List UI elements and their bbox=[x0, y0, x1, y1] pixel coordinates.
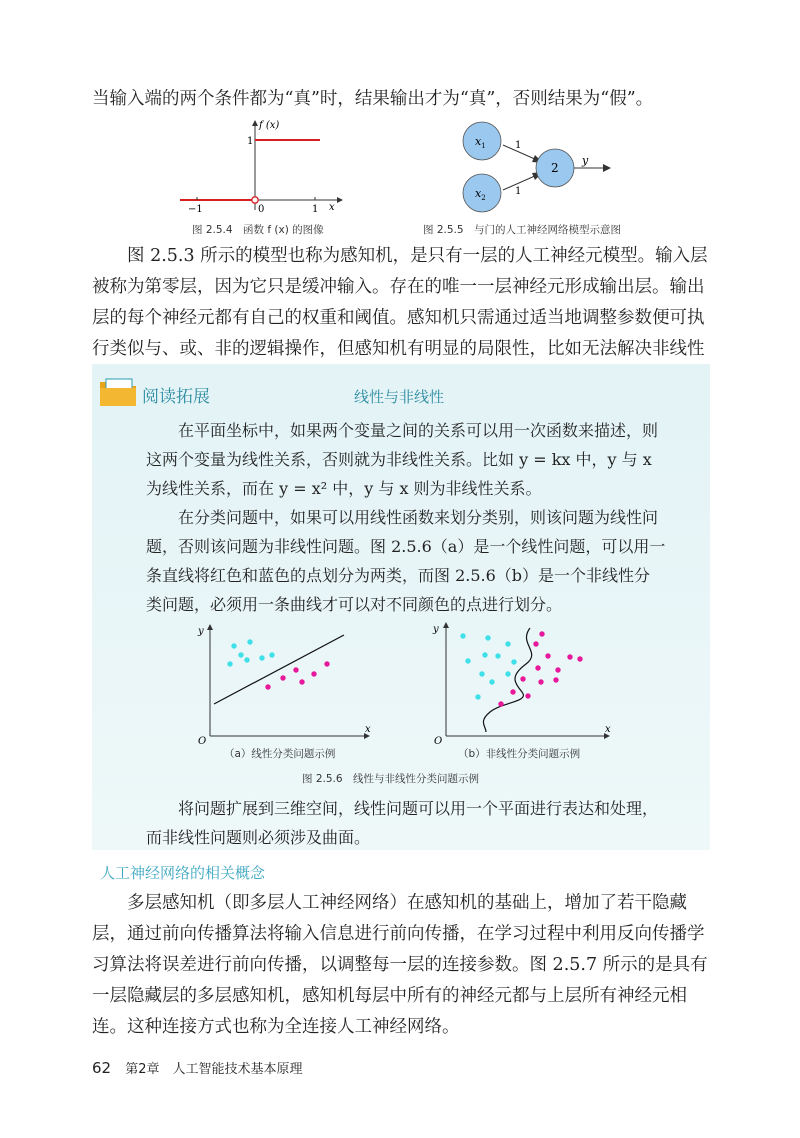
box-paragraph-2: 在分类问题中，如果可以用线性函数来划分类别，则该问题为线性问题，否则该问题为非线性问题。图 2.5.6（a）是一个线性问题，可以用一条直线将红色和蓝色的点划分为两类，而图 2.5.6（b）是一个非线性分类问题，必须用一条曲线才可以对不同颜色的点进行划分。 bbox=[146, 508, 666, 614]
fig-a-caption: （a）线性分类问题示例 bbox=[224, 748, 336, 760]
section-heading: 人工神经网络的相关概念 bbox=[100, 864, 266, 882]
x-tick-1: 1 bbox=[312, 204, 319, 215]
mlp-paragraph: 多层感知机（即多层人工神经网络）在感知机的基础上，增加了若干隐藏层，通过前向传播算法将输入信息进行前向传播，在学习过程中利用反向传播学习算法将误差进行前向传播，以调整每一层的连接参数。图 2.5.7 所示的是具有一层隐藏层的多层感知机，感知机每层中所有的神经元都与上层所有神经元相连。这种连接方式也称为全连接人工神经网络。 bbox=[92, 893, 708, 1037]
magenta-point bbox=[567, 654, 572, 659]
magenta-point bbox=[555, 667, 560, 672]
linear-classification-figure bbox=[192, 622, 382, 744]
magenta-points bbox=[498, 631, 582, 706]
cyan-points bbox=[460, 633, 516, 699]
magenta-point bbox=[311, 671, 316, 676]
magenta-point bbox=[520, 676, 525, 681]
page-footer bbox=[92, 1058, 303, 1077]
magenta-point bbox=[553, 677, 558, 682]
cyan-point bbox=[489, 679, 494, 684]
magenta-point bbox=[533, 641, 538, 646]
reading-extension-box bbox=[92, 364, 710, 850]
perceptron-paragraph: 图 2.5.3 所示的模型也称为感知机，是只有一层的人工神经元模型。输入层被称为第零层，因为它只是缓冲输入。存在的唯一一层神经元形成输出层。输出层的每个神经元都有自己的权重和阈值。感知机只需通过适当地调整参数便可执行类似与、或、非的逻辑操作，但感知机有明显的局限性，比如无法解决非线性 bbox=[92, 246, 708, 359]
cyan-point bbox=[244, 657, 249, 662]
magenta-point bbox=[280, 675, 285, 680]
fig-2-5-5-caption: 图 2.5.5 与门的人工神经网络模型示意图 bbox=[423, 224, 622, 236]
magenta-point bbox=[293, 667, 298, 672]
y-axis-label: f (x) bbox=[259, 120, 280, 131]
fig-2-5-4-caption: 图 2.5.4 函数 f (x) 的图像 bbox=[192, 224, 324, 236]
folder-icon bbox=[98, 376, 138, 408]
cyan-point bbox=[485, 635, 490, 640]
output-label: y bbox=[582, 154, 589, 167]
cyan-point bbox=[505, 671, 510, 676]
magenta-point bbox=[324, 661, 329, 666]
output-arrow bbox=[603, 164, 611, 172]
step-function-figure bbox=[175, 118, 345, 216]
magenta-point bbox=[525, 693, 530, 698]
input-node-x2 bbox=[463, 174, 501, 212]
x-axis-label: x bbox=[329, 202, 335, 213]
cyan-point bbox=[479, 671, 484, 676]
y-axis-arrow bbox=[252, 120, 258, 126]
magenta-point bbox=[535, 665, 540, 670]
y-tick-1: 1 bbox=[247, 136, 254, 147]
cyan-point bbox=[460, 633, 465, 638]
axis-y-arrow bbox=[207, 624, 213, 630]
x2-label: $x_2$ bbox=[475, 187, 486, 202]
origin-label: O bbox=[198, 736, 207, 744]
magenta-point bbox=[299, 679, 304, 684]
cyan-point bbox=[482, 652, 487, 657]
chapter-title: 第2章 人工智能技术基本原理 bbox=[125, 1062, 303, 1077]
input-node-x1 bbox=[463, 122, 501, 160]
cyan-point bbox=[465, 658, 470, 663]
axis-x-label: x bbox=[605, 724, 611, 735]
x-tick-0: 0 bbox=[258, 204, 265, 215]
x-axis-arrow bbox=[337, 197, 343, 203]
axis-y-label: y bbox=[198, 626, 204, 637]
axis-x-label: x bbox=[365, 724, 371, 735]
x-tick-neg1: −1 bbox=[188, 204, 203, 215]
magenta-points bbox=[265, 661, 329, 689]
nonlinear-classification-figure bbox=[430, 622, 630, 744]
cyan-point bbox=[227, 661, 232, 666]
cyan-point bbox=[269, 652, 274, 657]
and-gate-network-figure bbox=[455, 118, 625, 218]
axis-y-label: y bbox=[433, 624, 439, 635]
cyan-point bbox=[495, 653, 500, 658]
magenta-point bbox=[577, 656, 582, 661]
box-paragraph-3: 将问题扩展到三维空间，线性问题可以用一个平面进行表达和处理，而非线性问题则必须涉及曲面。 bbox=[146, 799, 659, 847]
neuron-label: 2 bbox=[551, 161, 559, 175]
cyan-point bbox=[505, 641, 510, 646]
box-paragraph-1: 在平面坐标中，如果两个变量之间的关系可以用一次函数来描述，则这两个变量为线性关系，否则就为非线性关系。比如 y = kx 中，y 与 x 为线性关系，而在 y = x² 中，y 与 x 则为非线性关系。 bbox=[146, 421, 659, 498]
magenta-point bbox=[498, 701, 503, 706]
magenta-point bbox=[265, 684, 270, 689]
box-title: 线性与非线性 bbox=[354, 388, 445, 406]
cyan-point bbox=[238, 652, 243, 657]
cyan-point bbox=[475, 694, 480, 699]
cyan-point bbox=[259, 655, 264, 660]
open-circle-origin bbox=[252, 197, 258, 203]
axis-y-arrow bbox=[443, 622, 449, 628]
magenta-point bbox=[510, 689, 515, 694]
cyan-points bbox=[227, 639, 274, 666]
x1-label: $x_1$ bbox=[475, 135, 486, 150]
cyan-point bbox=[231, 643, 236, 648]
fig-b-caption: （b）非线性分类问题示例 bbox=[458, 748, 581, 760]
weight-1-bottom: 1 bbox=[515, 186, 522, 197]
reading-extension-label: 阅读拓展 bbox=[142, 387, 210, 407]
page-number: 62 bbox=[92, 1059, 112, 1077]
origin-label: O bbox=[434, 736, 443, 744]
magenta-point bbox=[545, 653, 550, 658]
intro-line: 当输入端的两个条件都为“真”时，结果输出才为“真”，否则结果为“假”。 bbox=[92, 89, 654, 109]
fig-2-5-6-caption: 图 2.5.6 线性与非线性分类问题示例 bbox=[302, 773, 480, 785]
cyan-point bbox=[511, 659, 516, 664]
cyan-point bbox=[247, 639, 252, 644]
magenta-point bbox=[539, 631, 544, 636]
magenta-point bbox=[538, 679, 543, 684]
weight-1-top: 1 bbox=[515, 140, 522, 151]
